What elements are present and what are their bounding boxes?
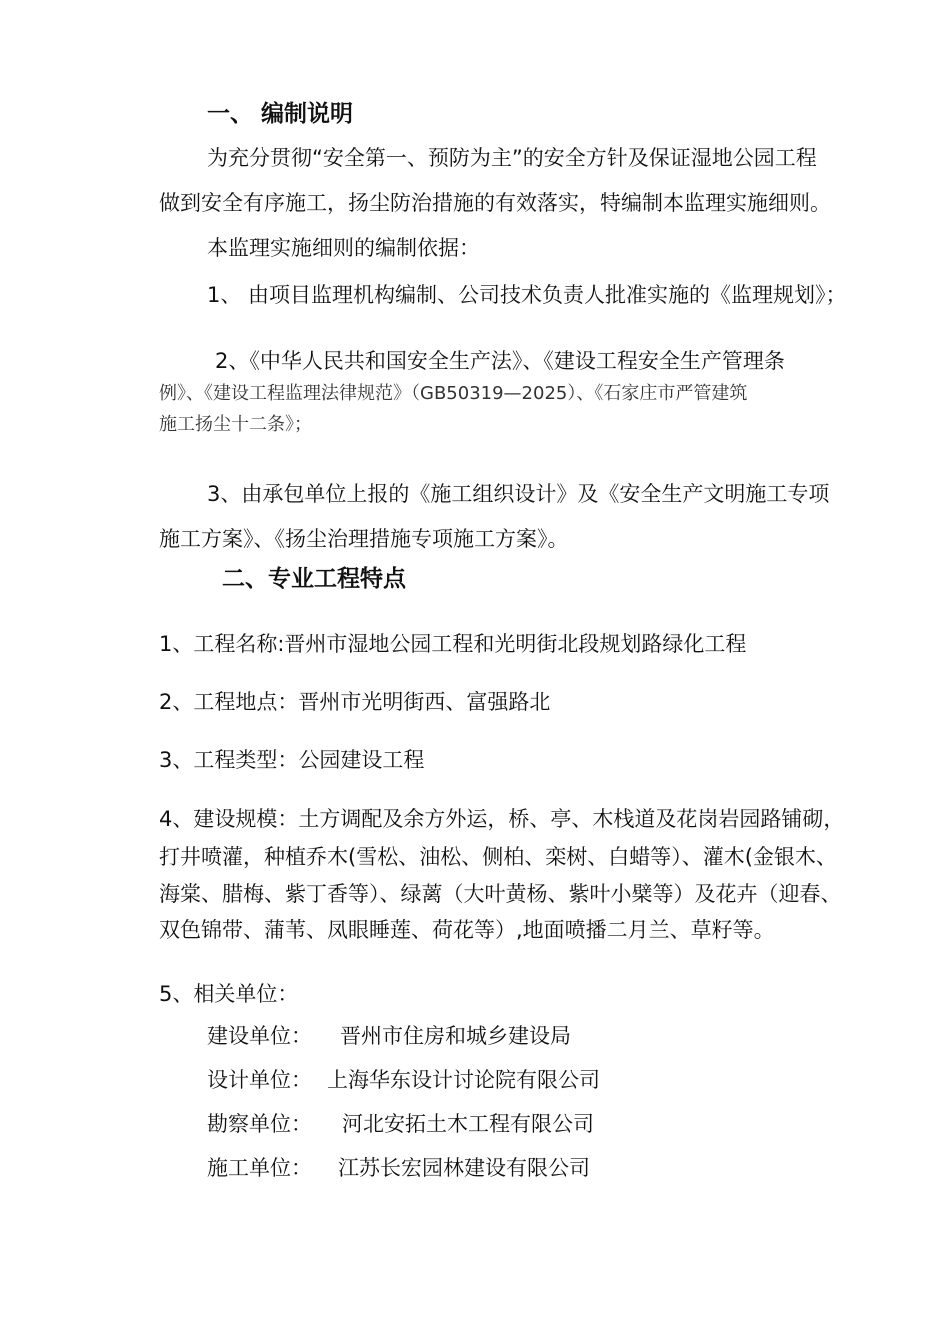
basis-intro: 本监理实施细则的编制依据： bbox=[207, 236, 480, 260]
section1-heading: 一、 编制说明 bbox=[207, 101, 354, 127]
project-scale-line1: 4、建设规模：土方调配及余方外运，桥、亭、木栈道及花岗岩园路铺砌， bbox=[159, 807, 845, 831]
basis-item-2-line3: 施工扬尘十二条》； bbox=[159, 414, 312, 435]
unit-value-design: 上海华东设计讨论院有限公司 bbox=[327, 1068, 600, 1092]
project-type: 3、工程类型：公园建设工程 bbox=[159, 748, 425, 772]
unit-label-contractor: 施工单位： bbox=[207, 1156, 312, 1180]
unit-value-construction: 晋州市住房和城乡建设局 bbox=[340, 1024, 571, 1048]
basis-item-3-line1: 3、由承包单位上报的《施工组织设计》及《安全生产文明施工专项 bbox=[207, 482, 830, 506]
unit-label-survey: 勘察单位： bbox=[207, 1112, 312, 1136]
basis-item-1: 1、 由项目监理机构编制、公司技术负责人批准实施的《监理规划》； bbox=[207, 283, 847, 307]
project-name: 1、工程名称:晋州市湿地公园工程和光明街北段规划路绿化工程 bbox=[159, 632, 747, 656]
basis-item-2-line1: 2、《中华人民共和国安全生产法》、《建设工程安全生产管理条 bbox=[215, 349, 785, 373]
project-scale-line4: 双色锦带、蒲苇、凤眼睡莲、荷花等）,地面喷播二月兰、草籽等。 bbox=[159, 918, 775, 942]
para1-line2: 做到安全有序施工，扬尘防治措施的有效落实，特编制本监理实施细则。 bbox=[159, 191, 831, 215]
para1-line1: 为充分贯彻“安全第一、预防为主”的安全方针及保证湿地公园工程 bbox=[207, 146, 817, 170]
basis-item-3-line2: 施工方案》、《扬尘治理措施专项施工方案》。 bbox=[159, 527, 569, 551]
basis-item-2-line2: 例》、《建设工程监理法律规范》（GB50319—2025）、《石家庄市严管建筑 bbox=[159, 383, 748, 404]
related-units-title: 5、相关单位： bbox=[159, 982, 299, 1006]
project-scale-line2: 打井喷灌，种植乔木(雪松、油松、侧柏、栾树、白蜡等）、灌木(金银木、 bbox=[159, 845, 837, 869]
project-scale-line3: 海棠、腊梅、紫丁香等）、绿蓠（大叶黄杨、紫叶小檗等）及花卉（迎春、 bbox=[159, 882, 842, 906]
section2-heading: 二、专业工程特点 bbox=[222, 566, 406, 592]
unit-value-survey: 河北安拓土木工程有限公司 bbox=[342, 1112, 594, 1136]
unit-label-design: 设计单位： bbox=[207, 1068, 312, 1092]
unit-label-construction: 建设单位： bbox=[207, 1024, 312, 1048]
unit-value-contractor: 江苏长宏园林建设有限公司 bbox=[338, 1156, 590, 1180]
project-location: 2、工程地点：晋州市光明街西、富强路北 bbox=[159, 690, 551, 714]
